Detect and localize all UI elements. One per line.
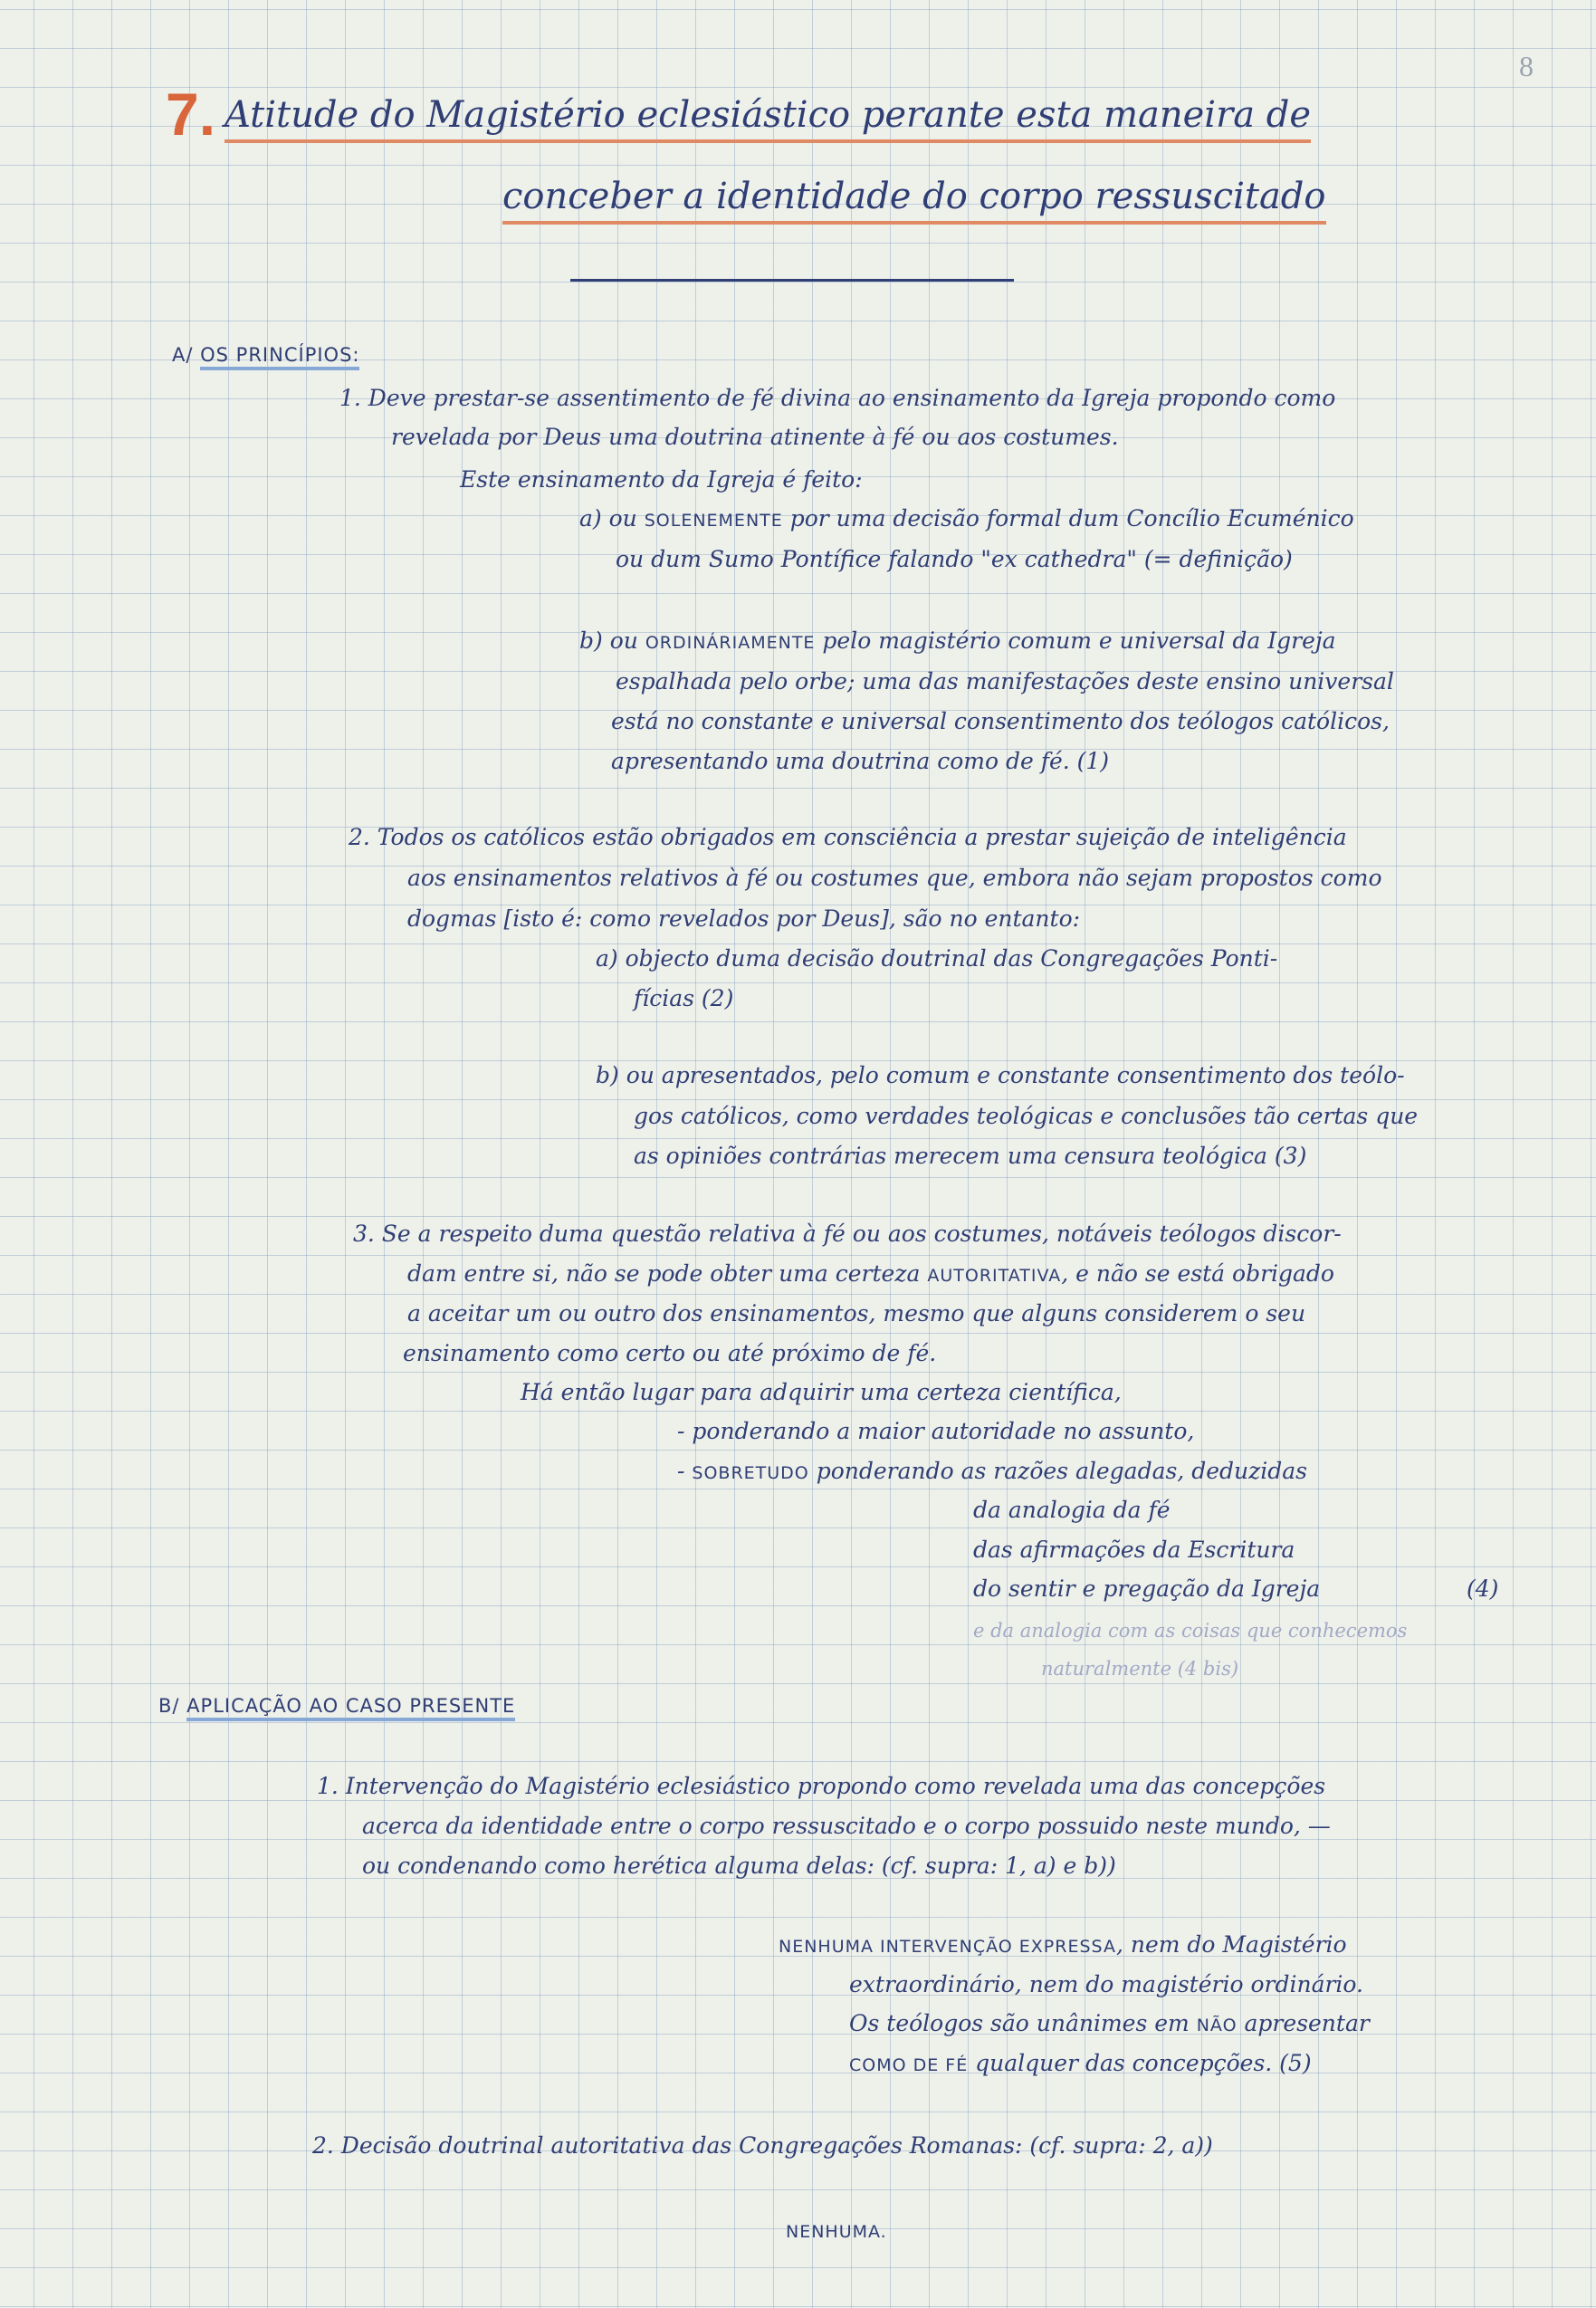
- a1-option-b-2: espalhada pelo orbe; uma das manifestações deste ensino universal: [616, 668, 1394, 694]
- a3-line-10: do sentir e pregação da Igreja: [973, 1575, 1321, 1602]
- b1-n4-caps: COMO DE FÉ: [849, 2055, 969, 2075]
- a3-line-6: - ponderando a maior autoridade no assunto,: [677, 1418, 1195, 1444]
- a3-l2-pre: dam entre si, não se pode obter uma certeza: [407, 1260, 921, 1287]
- a1-line-1: 1. Deve prestar-se assentimento de fé divina ao ensinamento da Igreja propondo como: [339, 385, 1336, 411]
- a2-line-1: 2. Todos os católicos estão obrigados em consciência a prestar sujeição de inteligência: [349, 824, 1347, 850]
- a2-line-2: aos ensinamentos relativos à fé ou costumes que, embora não sejam propostos como: [407, 865, 1382, 891]
- a1-option-a-2: ou dum Sumo Pontífice falando "ex cathedra" (= definição): [616, 546, 1293, 572]
- title-line-2: conceber a identidade do corpo ressuscitado: [502, 176, 1326, 225]
- b1-n1-caps: NENHUMA INTERVENÇÃO EXPRESSA: [779, 1937, 1116, 1957]
- a2-option-b-1: b) ou apresentados, pelo comum e constante consentimento dos teólo-: [596, 1062, 1405, 1088]
- a1-option-b-4: apresentando uma doutrina como de fé. (1): [611, 748, 1110, 774]
- title-line-1: Atitude do Magistério eclesiástico perante esta maneira de: [225, 94, 1311, 143]
- b1-line-3: ou condenando como herética alguma delas: (cf. supra: 1, a) e b)): [362, 1853, 1116, 1879]
- a3-line-5: Há então lugar para adquirir uma certeza científica,: [521, 1379, 1122, 1405]
- a1-a-caps: SOLENEMENTE: [644, 511, 783, 531]
- section-b-title: APLICAÇÃO AO CASO PRESENTE: [186, 1695, 515, 1721]
- a3-line-12: naturalmente (4 bis): [1041, 1658, 1239, 1680]
- b1-note-4: [849, 2050, 1312, 2079]
- b2-answer: NENHUMA.: [786, 2222, 887, 2242]
- a3-line-3: a aceitar um ou outro dos ensinamentos, mesmo que alguns considerem o seu: [407, 1300, 1306, 1326]
- a3-line-9: das afirmações da Escritura: [973, 1537, 1295, 1563]
- a2-option-b-2: gos católicos, como verdades teológicas e conclusões tão certas que: [634, 1103, 1419, 1129]
- b1-n3-caps: NÃO: [1196, 2016, 1238, 2035]
- a3-l7-caps: SOBRETUDO: [692, 1463, 809, 1483]
- b1-n3-pre: Os teólogos são unânimes em: [849, 2010, 1190, 2036]
- section-a-title: OS PRINCÍPIOS:: [200, 344, 359, 370]
- a1-b-caps: ORDINÁRIAMENTE: [645, 633, 816, 653]
- a3-line-8: da analogia da fé: [973, 1497, 1171, 1523]
- a3-line-1: 3. Se a respeito duma questão relativa à fé ou aos costumes, notáveis teólogos discor-: [353, 1221, 1342, 1247]
- a2-line-3: dogmas [isto é: como revelados por Deus], são no entanto:: [407, 905, 1081, 932]
- a1-option-b-3: está no constante e universal consentimento dos teólogos católicos,: [611, 708, 1390, 734]
- title-number: 7.: [166, 81, 216, 148]
- a1-option-b-1: [579, 627, 1336, 656]
- a3-line-2: [407, 1260, 1334, 1289]
- a2-option-b-3: as opiniões contrárias merecem uma censura teológica (3): [634, 1143, 1307, 1169]
- a3-line-7: [677, 1458, 1307, 1487]
- a3-line-10-ref: (4): [1467, 1575, 1499, 1602]
- section-a-heading: [172, 344, 359, 366]
- a1-line-2: revelada por Deus uma doutrina atinente à fé ou aos costumes.: [391, 424, 1119, 450]
- a1-b-post: pelo magistério comum e universal da Igreja: [822, 627, 1336, 654]
- a3-l7-post: ponderando as razões alegadas, deduzidas: [816, 1458, 1308, 1484]
- a3-line-4: ensinamento como certo ou até próximo de fé.: [403, 1340, 937, 1366]
- page-number: 8: [1519, 50, 1534, 82]
- b2-line-1: 2. Decisão doutrinal autoritativa das Congregações Romanas: (cf. supra: 2, a)): [312, 2132, 1213, 2159]
- b1-note-2: extraordinário, nem do magistério ordinário.: [849, 1971, 1363, 1997]
- a3-l2-post: , e não se está obrigado: [1061, 1260, 1334, 1287]
- a1-line-3: Este ensinamento da Igreja é feito:: [460, 466, 863, 493]
- section-b-prefix: B/: [158, 1695, 180, 1717]
- a3-l7-pre: -: [677, 1458, 685, 1484]
- b1-line-2: acerca da identidade entre o corpo ressuscitado e o corpo possuido neste mundo, —: [362, 1813, 1331, 1839]
- a3-line-11: e da analogia com as coisas que conhecemos: [973, 1620, 1408, 1642]
- b1-n3-post: apresentar: [1244, 2010, 1370, 2036]
- separator-rule: [570, 279, 1014, 282]
- b1-n4-post: qualquer das concepções. (5): [975, 2050, 1312, 2076]
- a2-option-a-1: a) objecto duma decisão doutrinal das Congregações Ponti-: [596, 945, 1278, 972]
- b1-line-1: 1. Intervenção do Magistério eclesiástico propondo como revelada uma das concepções: [317, 1773, 1326, 1799]
- a3-l2-caps: AUTORITATIVA: [927, 1266, 1062, 1286]
- section-b-heading: [158, 1695, 515, 1717]
- section-a-prefix: A/: [172, 344, 194, 366]
- b1-note-1: [779, 1931, 1347, 1960]
- a1-b-pre: b) ou: [579, 627, 638, 654]
- a2-option-a-2: fícias (2): [634, 985, 734, 1011]
- a1-a-post: por uma decisão formal dum Concílio Ecuménico: [789, 505, 1354, 532]
- a1-a-pre: a) ou: [579, 505, 637, 532]
- a1-option-a-1: [579, 505, 1354, 534]
- b1-n1-post: , nem do Magistério: [1115, 1931, 1347, 1958]
- b1-note-3: [849, 2010, 1370, 2039]
